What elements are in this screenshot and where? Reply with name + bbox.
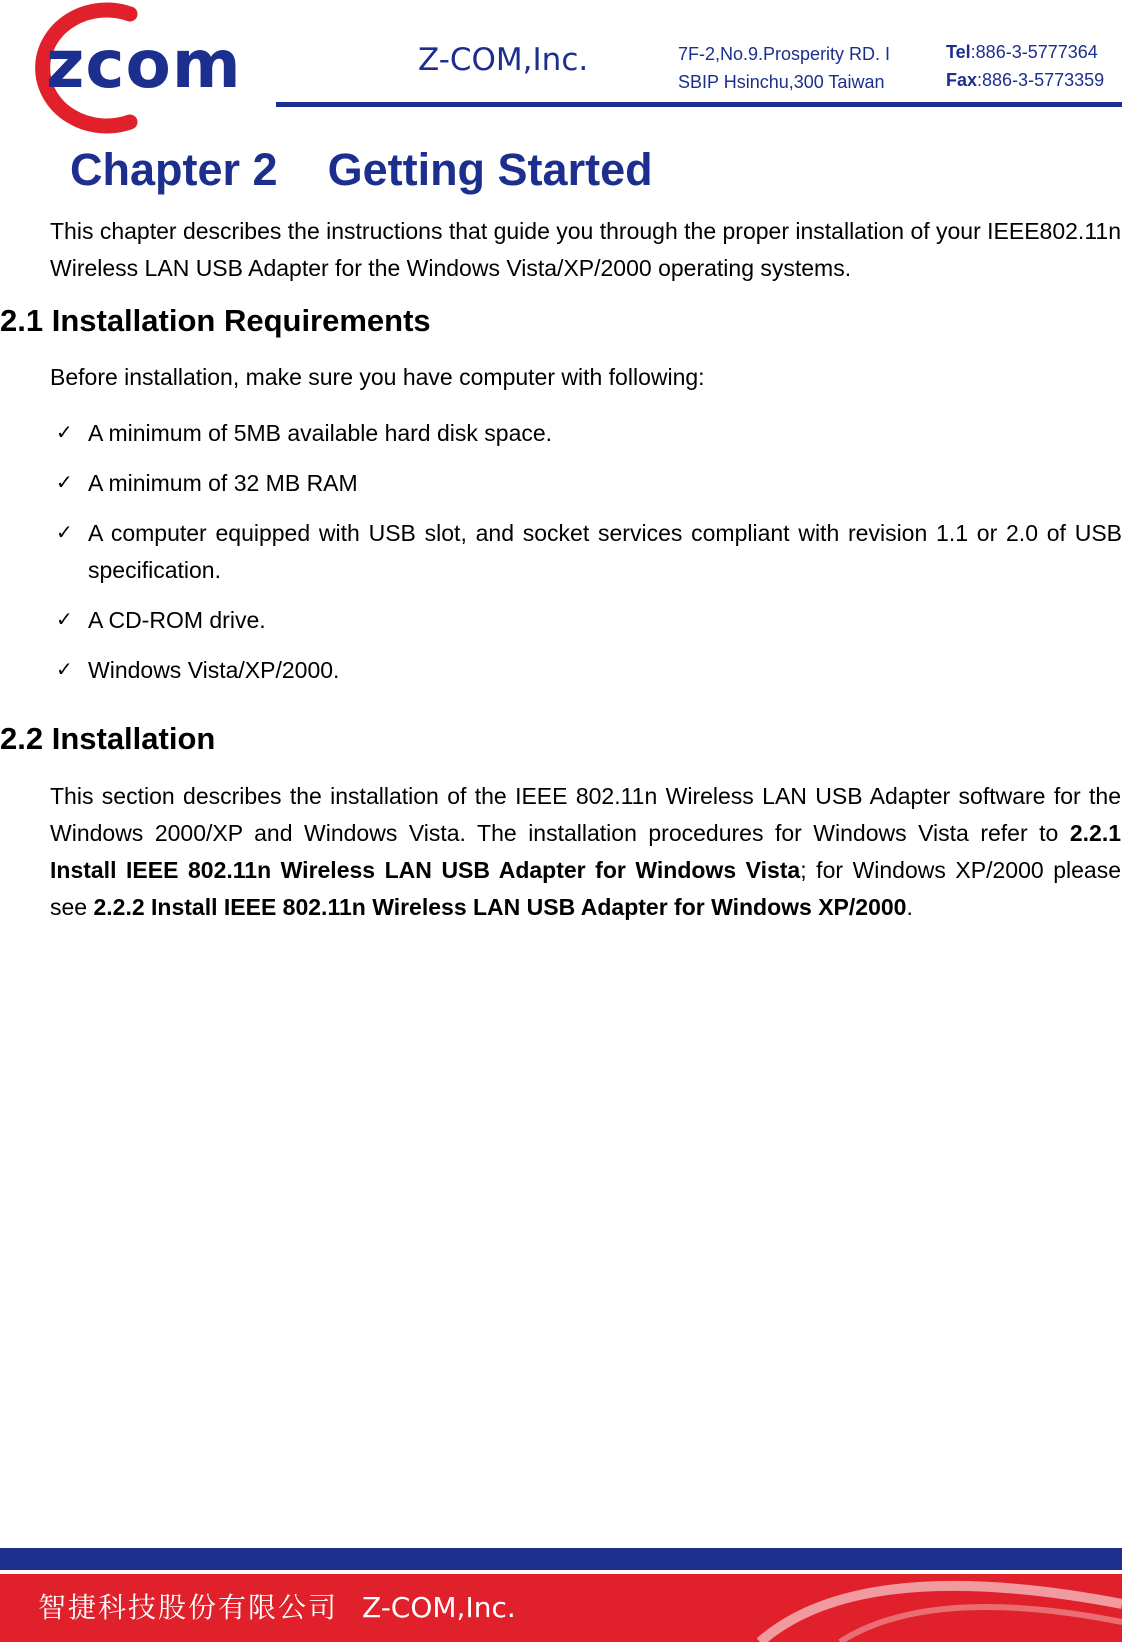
- installation-text-part-1: This section describes the installation of the IEEE 802.11n Wireless LAN USB Adapter software for the Windows 2000/XP and Windows Vista. The installation procedures for Windows Vista refer to: [50, 783, 1121, 846]
- list-item-text: A CD-ROM drive.: [88, 607, 266, 633]
- checkmark-icon: ✓: [56, 422, 73, 444]
- footer-red-band: [0, 1574, 1122, 1642]
- list-item-text: A computer equipped with USB slot, and socket services compliant with revision 1.1 or 2.0 of USB specification.: [88, 520, 1122, 583]
- tel-value: :886-3-5777364: [970, 42, 1098, 62]
- list-item-text: A minimum of 5MB available hard disk space.: [88, 420, 553, 446]
- logo-wordmark: zcom: [46, 26, 242, 103]
- list-item: [56, 465, 1122, 502]
- tel-label: Tel: [946, 42, 971, 62]
- installation-paragraph: [50, 778, 1121, 926]
- list-item: [56, 602, 1122, 639]
- fax-line: [946, 66, 1104, 94]
- requirements-list: [56, 415, 1122, 702]
- header-divider: [276, 102, 1122, 107]
- header-contact: [946, 38, 1104, 94]
- list-item: [56, 652, 1122, 689]
- footer-company-en: Z-COM,Inc.: [362, 1591, 516, 1624]
- section-heading-installation: 2.2 Installation: [0, 721, 216, 756]
- list-item-text: A minimum of 32 MB RAM: [88, 470, 358, 496]
- vista-section-reference: 2.2.1 Install IEEE 802.11n Wireless LAN USB Adapter for Windows Vista: [50, 820, 1121, 883]
- requirements-lead: Before installation, make sure you have computer with following:: [50, 364, 705, 390]
- fax-label: Fax: [946, 70, 978, 90]
- checkmark-icon: ✓: [56, 472, 73, 494]
- footer-company-cn: 智捷科技股份有限公司: [38, 1591, 339, 1624]
- checkmark-icon: ✓: [56, 659, 73, 681]
- installation-text-part-2: ; for Windows XP/2000 please see: [50, 857, 1122, 920]
- page-number: 9: [556, 1549, 566, 1568]
- header-address: [678, 40, 890, 96]
- page-header: [0, 0, 1122, 140]
- section-heading-installation-requirements: 2.1 Installation Requirements: [0, 303, 431, 338]
- footer-company: [38, 1586, 516, 1626]
- chapter-title: Chapter 2 Getting Started: [70, 144, 653, 195]
- xp-section-reference: 2.2.2 Install IEEE 802.11n Wireless LAN USB Adapter for Windows XP/2000: [93, 894, 907, 920]
- checkmark-icon: ✓: [56, 522, 73, 544]
- page-footer: [0, 1548, 1122, 1642]
- address-line-2: SBIP Hsinchu,300 Taiwan: [678, 72, 885, 92]
- list-item: [56, 415, 1122, 452]
- address-line-1: 7F-2,No.9.Prosperity RD. I: [678, 44, 891, 64]
- list-item: [56, 515, 1122, 589]
- checkmark-icon: ✓: [56, 609, 73, 631]
- header-company-name: Z-COM,Inc.: [418, 42, 589, 78]
- tel-line: [946, 38, 1104, 66]
- chapter-intro: This chapter describes the instructions that guide you through the proper installation of your IEEE802.11n Wireless LAN USB Adapter for the Windows Vista/XP/2000 operating systems.: [50, 218, 1121, 281]
- fax-value: :886-3-5773359: [977, 70, 1105, 90]
- list-item-text: Windows Vista/XP/2000.: [88, 657, 340, 683]
- installation-text-part-3: .: [906, 894, 913, 920]
